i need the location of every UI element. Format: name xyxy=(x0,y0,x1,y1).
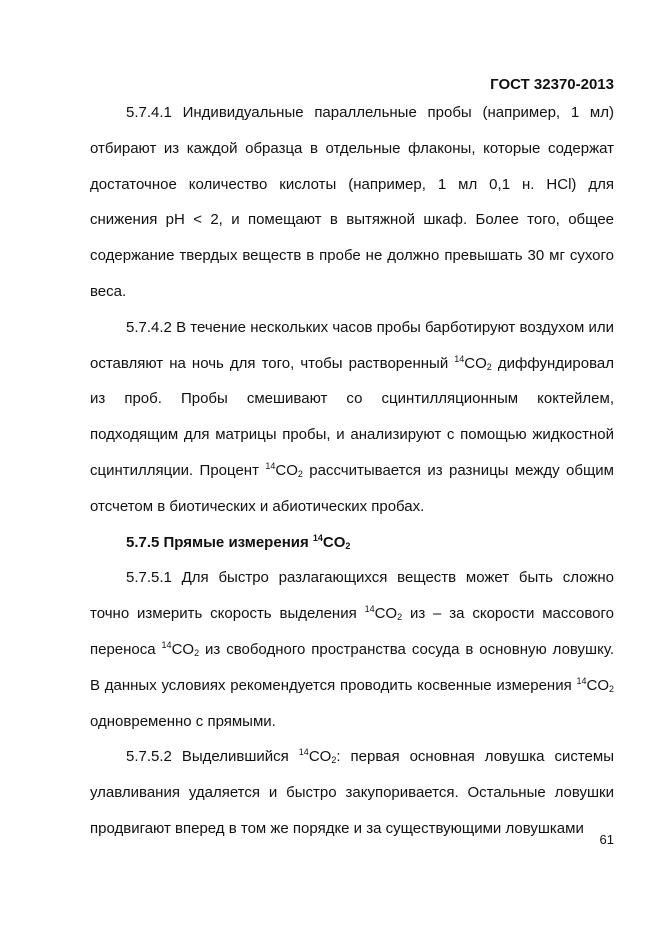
page-number: 61 xyxy=(599,832,614,847)
paragraph-5-7-4-2 xyxy=(90,310,614,525)
paragraph-5-7-5-2 xyxy=(90,739,614,846)
isotope-number: 14 xyxy=(265,460,276,471)
paragraph-text: из свободного пространства сосуда в основную ловушку. В данных условиях рекомендуется проводить косвенные измерения xyxy=(90,640,614,694)
co2-formula xyxy=(313,534,351,551)
paragraph-text: из – за скорости массового переноса xyxy=(90,605,614,658)
isotope-number: 14 xyxy=(161,639,172,650)
section-heading-5-7-5 xyxy=(90,525,614,561)
paragraph-5-7-5-1 xyxy=(90,560,614,739)
formula-subscript: 2 xyxy=(331,755,337,766)
co2-formula xyxy=(576,677,614,694)
heading-text: 5.7.5 Прямые измерения xyxy=(126,533,313,551)
isotope-number: 14 xyxy=(364,604,375,615)
co2-formula xyxy=(162,641,200,658)
paragraph-text: : первая основная ловушка системы улавливания удаляется и быстро закупоривается. Остальные ловушки продвигают вперед в том же порядке и за существующими ловушками xyxy=(90,748,614,837)
paragraph-text: 5.7.5.1 Для быстро разлагающихся веществ может быть сложно точно измерить скорость выделения xyxy=(90,569,614,623)
isotope-number: 14 xyxy=(298,747,309,758)
formula-subscript: 2 xyxy=(345,540,351,551)
isotope-number: 14 xyxy=(454,353,465,364)
formula-subscript: 2 xyxy=(297,468,303,479)
formula-base: CO xyxy=(322,533,346,551)
formula-subscript: 2 xyxy=(486,361,492,372)
paragraph-text: одновременно с прямыми. xyxy=(90,712,276,730)
formula-base: CO xyxy=(275,461,298,479)
formula-subscript: 2 xyxy=(194,647,200,658)
formula-base: CO xyxy=(171,640,195,658)
paragraph-text: 5.7.4.2 В течение нескольких часов пробы барботируют воздухом или оставляют на ночь для того, чтобы растворенный xyxy=(90,318,614,372)
formula-subscript: 2 xyxy=(397,612,403,623)
document-code: ГОСТ 32370-2013 xyxy=(490,76,614,93)
formula-base: CO xyxy=(374,605,398,623)
co2-formula xyxy=(265,462,303,479)
co2-formula xyxy=(454,355,492,372)
paragraph-text: 5.7.5.2 Выделившийся xyxy=(126,748,299,766)
paragraph-text: рассчитывается из разницы между общим отсчетом в биотических и абиотических пробах. xyxy=(90,461,614,515)
formula-subscript: 2 xyxy=(608,683,614,694)
formula-base: CO xyxy=(586,676,609,694)
document-body xyxy=(90,95,614,847)
co2-formula xyxy=(365,605,403,622)
formula-base: CO xyxy=(464,354,487,372)
isotope-number: 14 xyxy=(576,675,587,686)
paragraph-5-7-4-1: 5.7.4.1 Индивидуальные параллельные пробы (например, 1 мл) отбирают из каждой образца в отдельные флаконы, которые содержат достаточное количество кислоты (например, 1 мл 0,1 н. HCl) для снижения pH < 2, и помещают в вытяжной шкаф. Более того, общее содержание твердых веществ в пробе не должно превышать 30 мг сухого веса. xyxy=(90,104,614,300)
paragraph-text: диффундировал из проб. Пробы смешивают со сцинтилляционным коктейлем, подходящим для матрицы пробы, и анализируют с помощью жидкостной сцинтилляции. Процент xyxy=(90,354,614,479)
co2-formula xyxy=(299,748,337,765)
isotope-number: 14 xyxy=(312,532,323,543)
formula-base: CO xyxy=(308,748,332,766)
